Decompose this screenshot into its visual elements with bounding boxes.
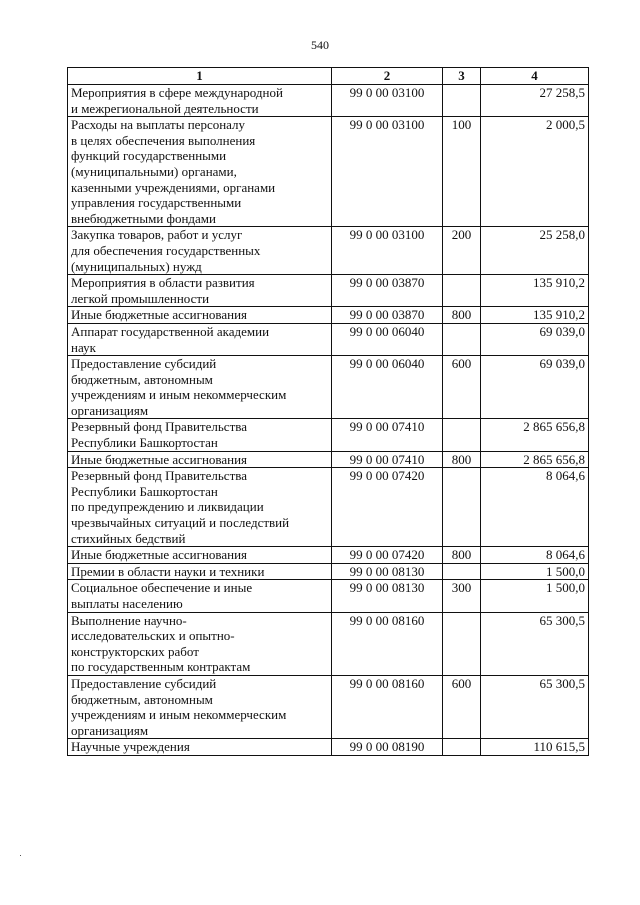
table-row: [68, 227, 589, 275]
cell-name-line: Резервный фонд Правительства: [71, 419, 247, 435]
cell-name: [68, 356, 332, 419]
cell-name-line: управления государственными: [71, 195, 242, 211]
cell-name-line: по государственным контрактам: [71, 659, 251, 675]
header-col-2: 2: [332, 68, 443, 85]
cell-name-line: по предупреждению и ликвидации: [71, 499, 264, 515]
table-row: [68, 85, 589, 117]
cell-name-line: учреждениям и иным некоммерческим: [71, 387, 287, 403]
cell-name: [68, 675, 332, 738]
cell-amount: 2 000,5: [481, 117, 589, 227]
cell-name: [68, 275, 332, 307]
cell-name-line: Мероприятия в сфере международной: [71, 85, 283, 100]
cell-name-line: выплаты населению: [71, 596, 183, 611]
cell-code: 99 0 00 08160: [332, 675, 443, 738]
cell-name-line: Иные бюджетные ассигнования: [71, 451, 248, 467]
cell-amount: 65 300,5: [481, 675, 589, 738]
cell-code: 99 0 00 08190: [332, 739, 443, 756]
cell-name-line: (муниципальными) органами,: [71, 163, 237, 179]
cell-name-line: и межрегиональной деятельности: [71, 100, 259, 116]
cell-type: 200: [443, 227, 481, 275]
cell-type: [443, 419, 481, 451]
table-row: [68, 323, 589, 355]
table-row: [68, 675, 589, 738]
cell-type: [443, 85, 481, 117]
header-col-3: 3: [443, 68, 481, 85]
cell-type: [443, 612, 481, 675]
cell-name-line: Республики Башкортостан: [71, 483, 218, 499]
cell-name-line: Предоставление субсидий: [71, 356, 217, 372]
cell-name: [68, 117, 332, 227]
cell-type: [443, 275, 481, 307]
cell-type: 800: [443, 451, 481, 468]
cell-name: [68, 580, 332, 612]
cell-name-line: Закупка товаров, работ и услуг: [71, 227, 243, 243]
cell-code: 99 0 00 07420: [332, 547, 443, 564]
cell-code: 99 0 00 03100: [332, 85, 443, 117]
cell-type: 100: [443, 117, 481, 227]
cell-type: 600: [443, 675, 481, 738]
cell-code: 99 0 00 08130: [332, 580, 443, 612]
cell-name-line: стихийных бедствий: [71, 530, 186, 546]
cell-name-line: для обеспечения государственных: [71, 242, 261, 258]
cell-name-line: конструкторских работ: [71, 643, 199, 659]
table-row: [68, 307, 589, 324]
cell-type: [443, 468, 481, 547]
cell-amount: 25 258,0: [481, 227, 589, 275]
cell-name-line: Расходы на выплаты персоналу: [71, 117, 246, 133]
cell-amount: 135 910,2: [481, 275, 589, 307]
cell-name: [68, 323, 332, 355]
cell-name: [68, 468, 332, 547]
cell-name-line: Премии в области науки и техники: [71, 563, 265, 579]
cell-name-line: внебюджетными фондами: [71, 210, 216, 226]
cell-name-line: наук: [71, 339, 96, 355]
table-row: [68, 451, 589, 468]
cell-name: [68, 547, 332, 564]
cell-name-line: исследовательских и опытно-: [71, 628, 235, 644]
cell-type: [443, 563, 481, 580]
table-row: [68, 580, 589, 612]
cell-name-line: Предоставление субсидий: [71, 675, 217, 691]
cell-code: 99 0 00 03100: [332, 117, 443, 227]
cell-code: 99 0 00 06040: [332, 323, 443, 355]
cell-name-line: организациям: [71, 722, 149, 738]
budget-table: [67, 67, 589, 756]
cell-name-line: легкой промышленности: [71, 290, 210, 306]
cell-amount: 69 039,0: [481, 323, 589, 355]
cell-amount: 8 064,6: [481, 468, 589, 547]
cell-name: [68, 563, 332, 580]
cell-name: [68, 227, 332, 275]
table-row: [68, 275, 589, 307]
table-row: [68, 468, 589, 547]
cell-name-line: Научные учреждения: [71, 739, 190, 755]
cell-code: 99 0 00 06040: [332, 356, 443, 419]
cell-type: 300: [443, 580, 481, 612]
cell-code: 99 0 00 08160: [332, 612, 443, 675]
cell-name-line: Иные бюджетные ассигнования: [71, 307, 248, 323]
table-row: [68, 547, 589, 564]
cell-amount: 2 865 656,8: [481, 419, 589, 451]
cell-name-line: бюджетным, автономным: [71, 371, 213, 387]
header-col-1: 1: [68, 68, 332, 85]
cell-name: [68, 739, 332, 756]
table-body: [68, 85, 589, 756]
cell-amount: 69 039,0: [481, 356, 589, 419]
cell-amount: 8 064,6: [481, 547, 589, 564]
header-row: [68, 68, 589, 85]
cell-name-line: (муниципальных) нужд: [71, 258, 202, 274]
header-col-4: 4: [481, 68, 589, 85]
table-row: [68, 563, 589, 580]
scan-speck: [20, 855, 21, 856]
cell-name: [68, 307, 332, 324]
page-number: 540: [311, 38, 329, 52]
cell-name-line: Республики Башкортостан: [71, 435, 218, 451]
cell-name-line: функций государственными: [71, 148, 227, 164]
table-row: [68, 356, 589, 419]
cell-amount: 27 258,5: [481, 85, 589, 117]
cell-amount: 1 500,0: [481, 563, 589, 580]
cell-code: 99 0 00 07410: [332, 419, 443, 451]
cell-code: 99 0 00 08130: [332, 563, 443, 580]
cell-name-line: Аппарат государственной академии: [71, 323, 270, 339]
cell-name: [68, 85, 332, 117]
cell-name: [68, 451, 332, 468]
cell-name-line: чрезвычайных ситуаций и последствий: [71, 515, 290, 531]
cell-amount: 1 500,0: [481, 580, 589, 612]
cell-name-line: казенными учреждениями, органами: [71, 179, 276, 195]
table-row: [68, 117, 589, 227]
cell-name-line: Резервный фонд Правительства: [71, 468, 247, 484]
cell-name-line: Социальное обеспечение и иные: [71, 580, 253, 596]
cell-name-line: Иные бюджетные ассигнования: [71, 547, 248, 563]
cell-code: 99 0 00 03100: [332, 227, 443, 275]
cell-type: 800: [443, 547, 481, 564]
cell-name-line: организациям: [71, 402, 149, 418]
cell-name-line: Мероприятия в области развития: [71, 275, 255, 291]
cell-amount: 65 300,5: [481, 612, 589, 675]
cell-code: 99 0 00 07410: [332, 451, 443, 468]
cell-name: [68, 419, 332, 451]
table-row: [68, 612, 589, 675]
cell-type: 800: [443, 307, 481, 324]
cell-name-line: бюджетным, автономным: [71, 691, 213, 707]
table-row: [68, 739, 589, 756]
cell-type: [443, 739, 481, 756]
cell-amount: 2 865 656,8: [481, 451, 589, 468]
cell-amount: 110 615,5: [481, 739, 589, 756]
cell-amount: 135 910,2: [481, 307, 589, 324]
cell-name-line: Выполнение научно-: [71, 612, 187, 628]
table-row: [68, 419, 589, 451]
cell-name: [68, 612, 332, 675]
cell-name-line: учреждениям и иным некоммерческим: [71, 707, 287, 723]
cell-type: 600: [443, 356, 481, 419]
cell-code: 99 0 00 07420: [332, 468, 443, 547]
cell-code: 99 0 00 03870: [332, 275, 443, 307]
cell-code: 99 0 00 03870: [332, 307, 443, 324]
cell-name-line: в целях обеспечения выполнения: [71, 132, 256, 148]
cell-type: [443, 323, 481, 355]
